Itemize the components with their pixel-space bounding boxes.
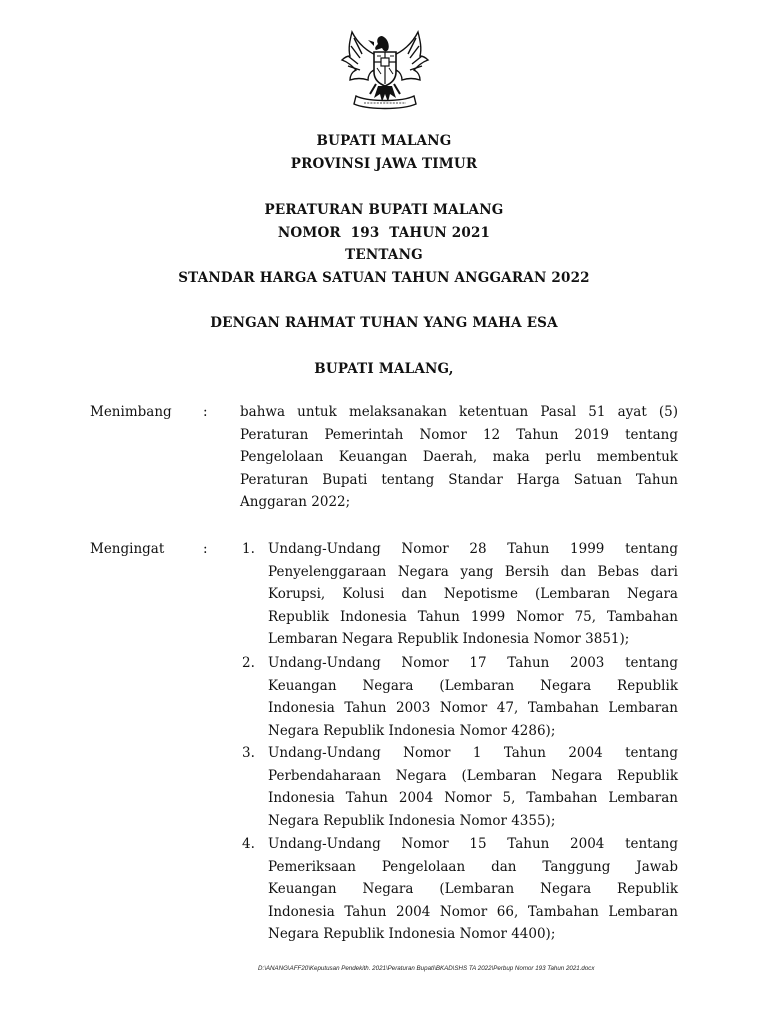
mengingat-item-number: 3.	[242, 745, 255, 761]
mengingat-item-text	[268, 833, 678, 946]
mengingat-colon: :	[203, 541, 208, 557]
mengingat-item-text	[268, 652, 678, 742]
mengingat-item-line: Negara Republik Indonesia Nomor 4286);	[268, 722, 556, 739]
mengingat-item-line: Perbendaharaan Negara (Lembaran Negara Republik	[268, 767, 678, 784]
file-path-footer: D:\ANANG\AFF20\Keputusan Pendekith. 2021\Peraturan Bupati\BKAD\SHS TA 2022\Perbup Nomor 193 Tahun 2021.docx	[258, 965, 595, 972]
header-regent-title: BUPATI MALANG	[316, 133, 452, 149]
mengingat-item-number: 1.	[242, 541, 255, 557]
mengingat-item-line: Lembaran Negara Republik Indonesia Nomor 3851);	[268, 631, 630, 648]
mengingat-item-text	[268, 538, 678, 651]
mengingat-item-line: Undang-Undang Nomor 15 Tahun 2004 tentang	[268, 836, 678, 852]
mengingat-item-number: 4.	[242, 836, 255, 852]
menimbang-line: Pengelolaan Keuangan Daerah, maka perlu membentuk	[240, 449, 678, 466]
mengingat-item-line: Keuangan Negara (Lembaran Negara Republik	[268, 881, 678, 898]
menimbang-paragraph	[240, 401, 678, 514]
mengingat-item-line: Indonesia Tahun 2004 Nomor 66, Tambahan Lembaran	[268, 903, 678, 920]
garuda-emblem-icon	[338, 26, 432, 112]
mengingat-item-line: Republik Indonesia Tahun 1999 Nomor 75, Tambahan	[268, 608, 678, 625]
mengingat-item-line: Korupsi, Kolusi dan Nepotisme (Lembaran Negara	[268, 586, 678, 603]
mengingat-item-line: Undang-Undang Nomor 28 Tahun 1999 tentang	[268, 541, 678, 557]
mengingat-item-line: Pemeriksaan Pengelolaan dan Tanggung Jawab	[268, 858, 678, 875]
mengingat-item-line: Indonesia Tahun 2004 Nomor 5, Tambahan Lembaran	[268, 790, 678, 807]
mengingat-item-line: Negara Republik Indonesia Nomor 4400);	[268, 926, 556, 943]
regulation-title: PERATURAN BUPATI MALANG	[264, 202, 504, 218]
header-province-title: PROVINSI JAWA TIMUR	[290, 156, 478, 172]
menimbang-line: Peraturan Bupati tentang Standar Harga Satuan Tahun	[240, 471, 678, 488]
mengingat-item-line: Penyelenggaraan Negara yang Bersih dan Bebas dari	[268, 563, 678, 580]
mengingat-item-line: Undang-Undang Nomor 1 Tahun 2004 tentang	[268, 745, 678, 761]
regulation-about: TENTANG	[345, 247, 423, 263]
mengingat-item-text	[268, 742, 678, 832]
regulation-subject: STANDAR HARGA SATUAN TAHUN ANGGARAN 2022	[178, 270, 590, 286]
menimbang-line: Peraturan Pemerintah Nomor 12 Tahun 2019 tentang	[240, 426, 678, 443]
mengingat-item-line: Undang-Undang Nomor 17 Tahun 2003 tentang	[268, 655, 678, 671]
menimbang-line: Anggaran 2022;	[240, 494, 351, 511]
mengingat-item-number: 2.	[242, 655, 255, 671]
mengingat-item-line: Indonesia Tahun 2003 Nomor 47, Tambahan Lembaran	[268, 700, 678, 717]
menimbang-line: bahwa untuk melaksanakan ketentuan Pasal 51 ayat (5)	[240, 404, 678, 420]
mengingat-label: Mengingat	[90, 541, 165, 557]
menimbang-label: Menimbang	[90, 404, 172, 420]
regent-signatory-heading: BUPATI MALANG,	[314, 361, 454, 377]
mengingat-item-line: Negara Republik Indonesia Nomor 4355);	[268, 812, 556, 829]
menimbang-colon: :	[203, 404, 208, 420]
mengingat-item-line: Keuangan Negara (Lembaran Negara Republik	[268, 677, 678, 694]
regulation-number: NOMOR 193 TAHUN 2021	[277, 225, 491, 241]
invocation-text: DENGAN RAHMAT TUHAN YANG MAHA ESA	[210, 315, 558, 331]
